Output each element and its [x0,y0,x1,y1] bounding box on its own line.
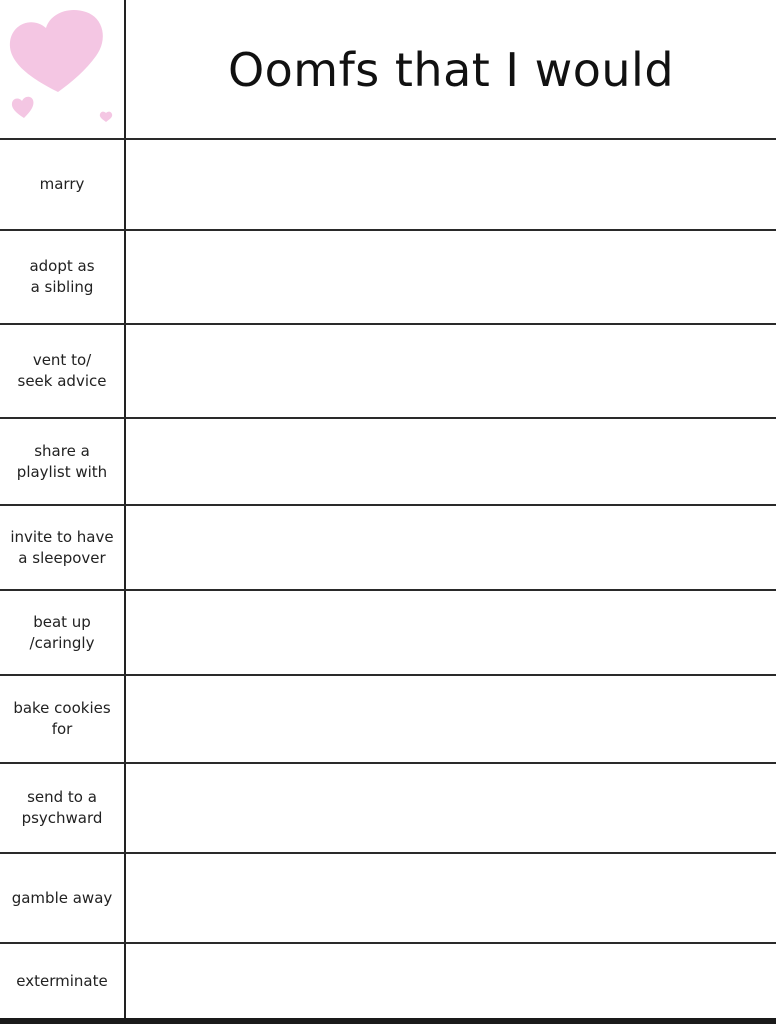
row-entry-cell[interactable] [126,231,776,323]
row-entry-cell[interactable] [126,764,776,852]
row-entry-cell[interactable] [126,854,776,942]
row-label: share a playlist with [16,441,108,481]
page-title: Oomfs that I would [227,43,675,97]
row-label: vent to/ seek advice [17,351,107,390]
row-entry-cell[interactable] [126,944,776,1018]
heart-icon [10,10,103,92]
row-label: invite to have a sleepover [10,527,114,567]
small-heart-icon [100,112,112,122]
row-label: beat up /caringly [29,612,95,652]
row-label: bake cookies for [13,699,111,738]
heart-decoration [0,0,124,138]
row-label: send to a psychward [21,788,103,827]
row-label: marry [39,175,85,193]
small-heart-icon [12,97,34,118]
row-label: exterminate [16,971,108,990]
row-entry-cell[interactable] [126,419,776,504]
bottom-border [0,1018,776,1024]
row-entry-cell[interactable] [126,506,776,589]
row-label: gamble away [11,888,113,907]
row-entry-cell[interactable] [126,591,776,674]
row-label: adopt as a sibling [29,257,95,296]
row-entry-cell[interactable] [126,676,776,762]
heart-icon-group [0,0,124,138]
row-entry-cell[interactable] [126,325,776,417]
row-entry-cell[interactable] [126,140,776,229]
